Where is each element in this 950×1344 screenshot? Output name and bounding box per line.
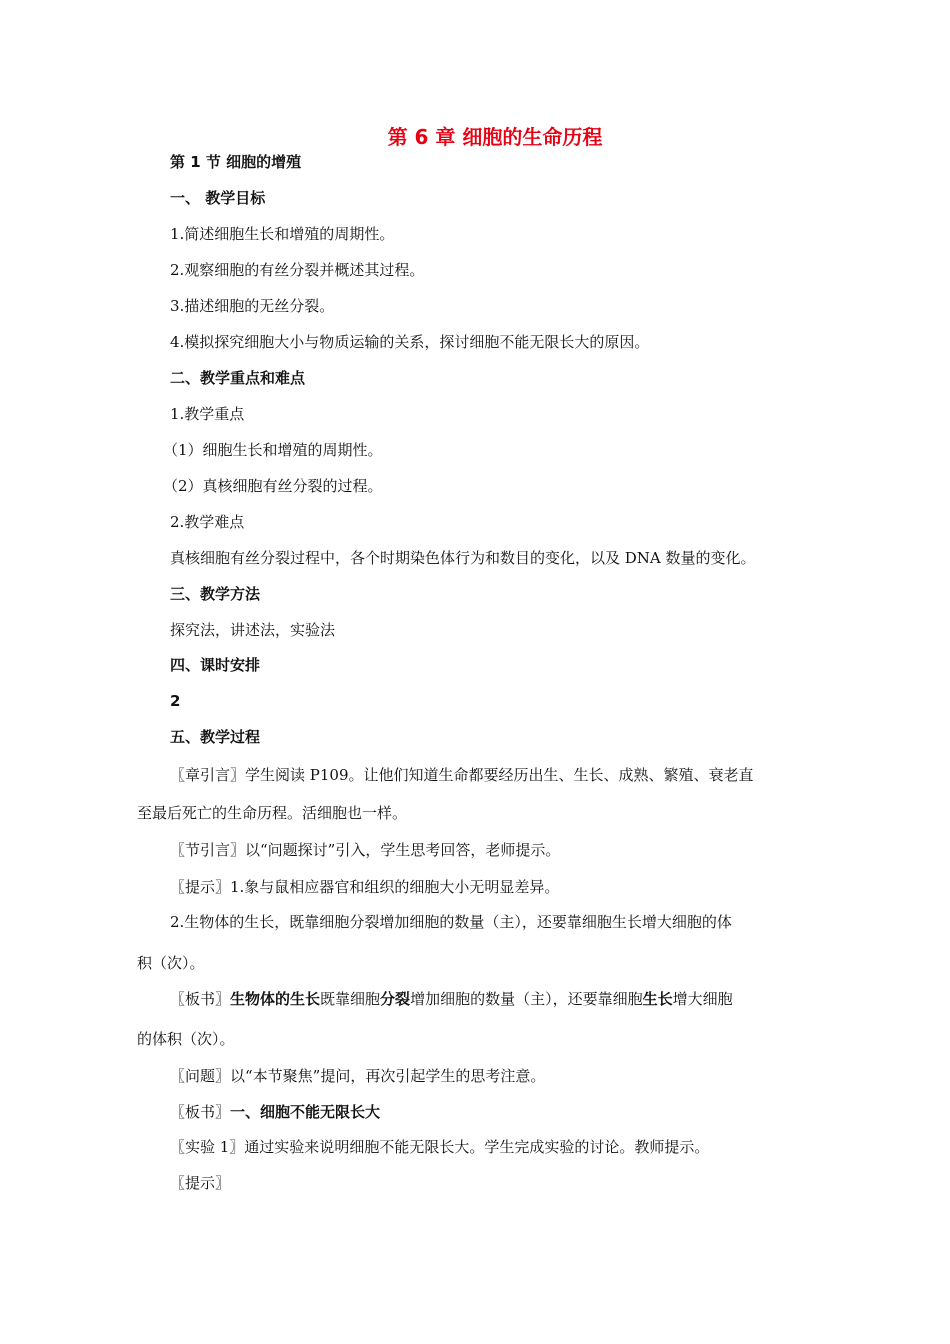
goal-item-1: 1.简述细胞生长和增殖的周期性。 <box>170 225 395 243</box>
heading-goals: 一、 教学目标 <box>170 189 266 207</box>
board-label: 〖板书〗 <box>170 1103 231 1121</box>
section-title: 第 1 节 细胞的增殖 <box>170 153 302 171</box>
chapter-intro-line-1: 〖章引言〗学生阅读 P109。让他们知道生命都要经历出生、生长、成熟、繁殖、衰老直 <box>170 766 754 784</box>
bold-heading-cell-limit: 一、细胞不能无限长大 <box>230 1103 381 1121</box>
growth-line-2: 积（次）。 <box>137 954 205 972</box>
board-label: 〖板书〗 <box>170 990 231 1008</box>
section-intro: 〖节引言〗以“问题探讨”引入，学生思考回答，老师提示。 <box>170 841 561 859</box>
key-points-title: 1.教学重点 <box>170 405 245 423</box>
bold-term-growth: 生物体的生长 <box>230 990 321 1008</box>
key-point-1: （1）细胞生长和增殖的周期性。 <box>163 441 383 459</box>
heading-schedule: 四、课时安排 <box>170 656 261 674</box>
goal-item-2: 2.观察细胞的有丝分裂并概述其过程。 <box>170 261 425 279</box>
question-note: 〖问题〗以“本节聚焦”提问，再次引起学生的思考注意。 <box>170 1067 546 1085</box>
bold-term-division: 分裂 <box>380 990 411 1008</box>
schedule-hours: 2 <box>170 692 181 710</box>
hint-1: 〖提示〗1.象与鼠相应器官和组织的细胞大小无明显差异。 <box>170 878 560 896</box>
heading-process: 五、教学过程 <box>170 728 261 746</box>
heading-methods: 三、教学方法 <box>170 585 261 603</box>
bold-term-cell-growth: 生长 <box>642 990 673 1008</box>
difficulty-title: 2.教学难点 <box>170 513 245 531</box>
difficulty-item: 真核细胞有丝分裂过程中，各个时期染色体行为和数目的变化，以及 DNA 数量的变化。 <box>170 549 756 567</box>
goal-item-4: 4.模拟探究细胞大小与物质运输的关系，探讨细胞不能无限长大的原因。 <box>170 333 650 351</box>
experiment-1: 〖实验 1〗通过实验来说明细胞不能无限长大。学生完成实验的讨论。教师提示。 <box>170 1138 710 1156</box>
hint-2: 〖提示〗 <box>170 1174 231 1192</box>
board-note-heading <box>170 1102 380 1122</box>
goal-item-3: 3.描述细胞的无丝分裂。 <box>170 297 335 315</box>
heading-key-points: 二、教学重点和难点 <box>170 369 306 387</box>
growth-line-1: 2.生物体的生长，既靠细胞分裂增加细胞的数量（主），还要靠细胞生长增大细胞的体 <box>170 913 732 931</box>
chapter-title: 第 6 章 细胞的生命历程 <box>387 125 603 149</box>
board-note-line-1 <box>170 989 733 1009</box>
text-span: 增大细胞 <box>672 990 733 1008</box>
chapter-intro-line-2: 至最后死亡的生命历程。活细胞也一样。 <box>137 804 408 822</box>
text-span: 增加细胞的数量（主），还要靠细胞 <box>410 990 643 1008</box>
board-note-line-2: 的体积（次）。 <box>137 1030 235 1048</box>
methods-text: 探究法，讲述法，实验法 <box>170 621 336 639</box>
key-point-2: （2）真核细胞有丝分裂的过程。 <box>163 477 383 495</box>
text-span: 既靠细胞 <box>320 990 381 1008</box>
